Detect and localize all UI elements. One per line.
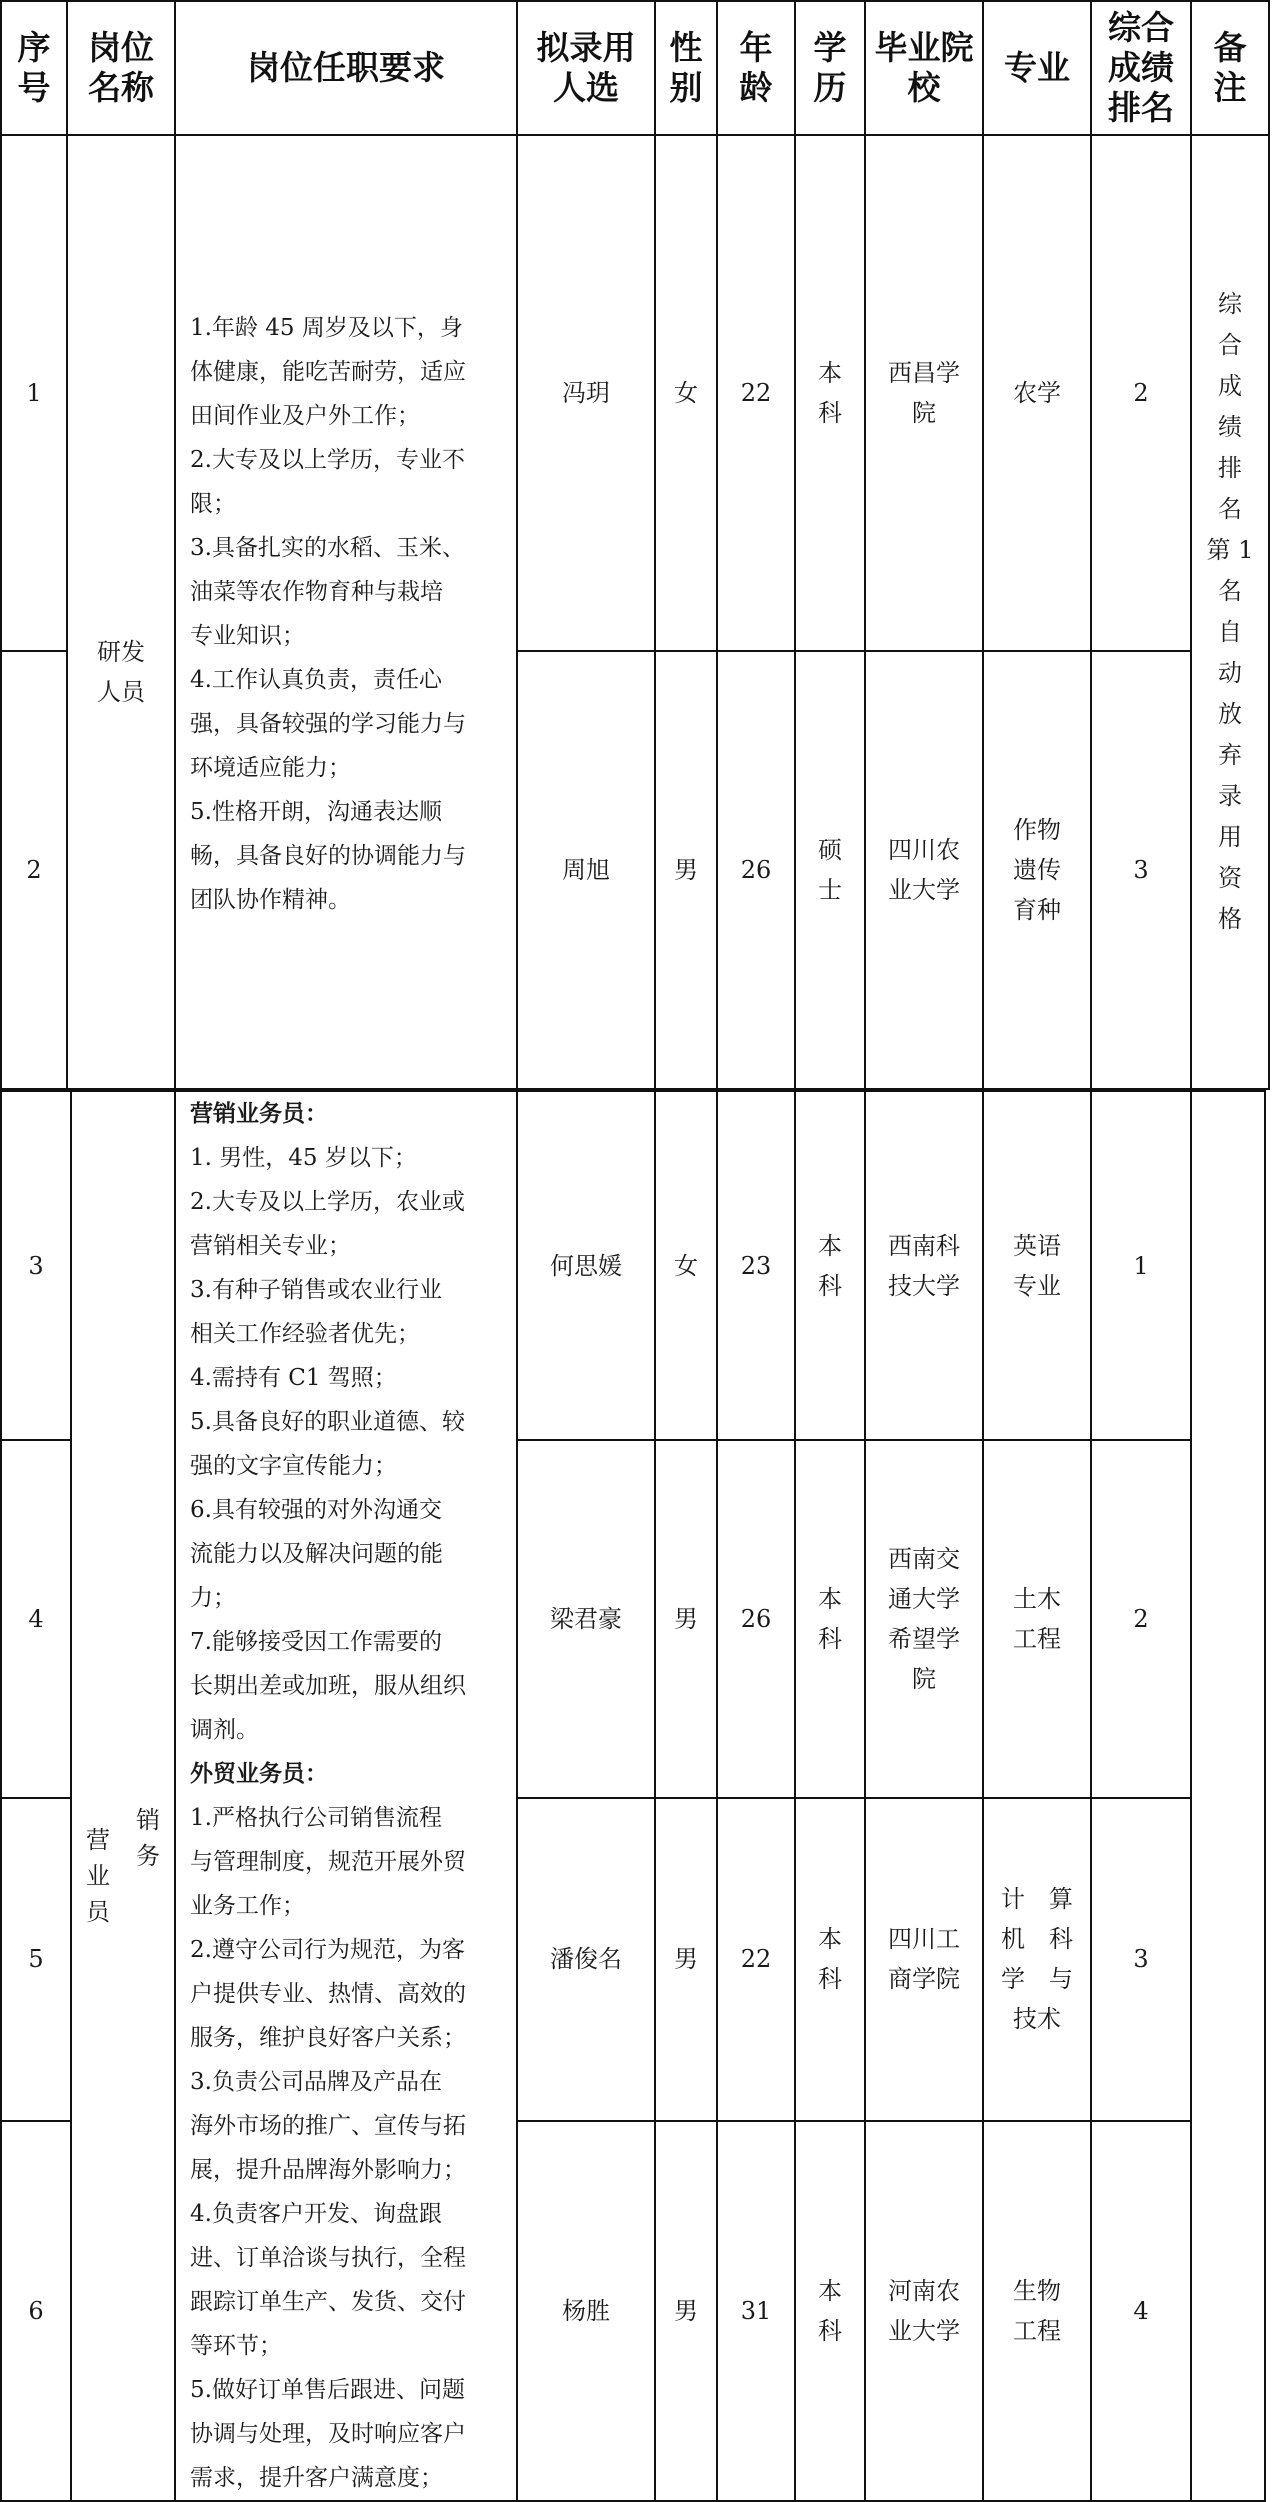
requirement-line: 5.性格开朗，沟通表达顺 xyxy=(190,799,442,825)
seq-cell: 3 xyxy=(1,1091,71,1440)
requirement-line: 力； xyxy=(190,1585,236,1611)
header-major: 专业 xyxy=(983,1,1091,135)
requirement-line: 调剂。 xyxy=(190,1717,259,1743)
requirement-line: 油菜等农作物育种与栽培 xyxy=(190,579,443,605)
remark-char: 动 xyxy=(1218,659,1242,687)
requirement-line: 3.负责公司品牌及产品在 xyxy=(190,2069,442,2095)
header-remark: 备 注 xyxy=(1191,1,1269,135)
recruitment-table-sales xyxy=(0,1090,1266,2502)
requirement-line: 2.大专及以上学历，农业或 xyxy=(190,1189,465,1215)
gender-cell: 女 xyxy=(655,1091,717,1440)
gender-cell: 男 xyxy=(655,2121,717,2501)
post-name-right: 销 务 xyxy=(136,1806,160,1870)
recruitment-table-research xyxy=(0,0,1270,1090)
requirement-line: 海外市场的推广、宣传与拓 xyxy=(190,2113,466,2139)
seq-cell: 2 xyxy=(1,651,67,1089)
school-cell: 西南交 通大学 希望学 院 xyxy=(865,1440,983,1798)
header-seq: 序 号 xyxy=(1,1,67,135)
rank-cell: 3 xyxy=(1091,651,1191,1089)
remark-char: 第 1 xyxy=(1206,536,1254,564)
header-age: 年 龄 xyxy=(717,1,795,135)
school-cell: 西南科 技大学 xyxy=(865,1091,983,1440)
seq-cell: 6 xyxy=(1,2121,71,2501)
major-cell: 土木 工程 xyxy=(983,1440,1091,1798)
age-cell: 23 xyxy=(717,1091,795,1440)
requirement-line: 进、订单洽谈与执行，全程 xyxy=(190,2245,466,2271)
remark-char: 名 xyxy=(1218,577,1242,605)
age-cell: 31 xyxy=(717,2121,795,2501)
requirement-line: 长期出差或加班，服从组织 xyxy=(190,1673,466,1699)
requirement-line: 协调与处理，及时响应客户 xyxy=(190,2421,466,2447)
candidate-name-cell: 梁君豪 xyxy=(517,1440,655,1798)
requirement-line: 2.遵守公司行为规范，为客 xyxy=(190,1937,465,1963)
age-cell: 22 xyxy=(717,1798,795,2121)
header-candidate: 拟录用 人选 xyxy=(517,1,655,135)
table-row xyxy=(1,135,1269,651)
header-education: 学 历 xyxy=(795,1,865,135)
candidate-name-cell: 冯玥 xyxy=(517,135,655,651)
requirements-cell xyxy=(175,1091,517,2501)
requirement-line: 2.大专及以上学历，专业不 xyxy=(190,447,465,473)
requirement-line: 与管理制度，规范开展外贸 xyxy=(190,1849,466,1875)
post-name-left: 营 业 员 xyxy=(86,1826,110,1926)
requirement-line: 户提供专业、热情、高效的 xyxy=(190,1981,466,2007)
header-requirements: 岗位任职要求 xyxy=(175,1,517,135)
gender-cell: 男 xyxy=(655,1798,717,2121)
major-cell: 作物 遗传 育种 xyxy=(983,651,1091,1089)
requirement-line: 营销相关专业； xyxy=(190,1233,351,1259)
major-cell: 计 算 机 科 学 与 技术 xyxy=(983,1798,1091,2121)
remark-cell xyxy=(1191,1091,1265,2501)
education-cell: 本 科 xyxy=(795,1440,865,1798)
rank-cell: 1 xyxy=(1091,1091,1191,1440)
requirement-line: 强，具备较强的学习能力与 xyxy=(190,711,466,737)
rank-cell: 2 xyxy=(1091,135,1191,651)
candidate-name-cell: 潘俊名 xyxy=(517,1798,655,2121)
education-cell: 本 科 xyxy=(795,1091,865,1440)
school-cell: 河南农 业大学 xyxy=(865,2121,983,2501)
requirement-line: 6.具有较强的对外沟通交 xyxy=(190,1497,442,1523)
remark-char: 自 xyxy=(1218,618,1242,646)
remark-char: 综 xyxy=(1218,290,1242,318)
post-name-cell xyxy=(71,1091,175,2501)
requirement-section-heading: 营销业务员： xyxy=(190,1100,328,1127)
requirement-line: 跟踪订单生产、发货、交付 xyxy=(190,2289,466,2315)
seq-cell: 5 xyxy=(1,1798,71,2121)
major-cell: 生物 工程 xyxy=(983,2121,1091,2501)
candidate-name-cell: 何思媛 xyxy=(517,1091,655,1440)
requirement-line: 畅，具备良好的协调能力与 xyxy=(190,843,466,869)
remark-char: 成 xyxy=(1218,372,1242,400)
requirement-line: 专业知识； xyxy=(190,623,305,649)
requirement-line: 业务工作； xyxy=(190,1893,305,1919)
education-cell: 本 科 xyxy=(795,2121,865,2501)
remark-char: 录 xyxy=(1218,782,1242,810)
requirement-line: 田间作业及户外工作； xyxy=(190,403,420,429)
post-name-cell: 研发 人员 xyxy=(67,135,175,1089)
requirement-line: 4.需持有 C1 驾照； xyxy=(190,1365,397,1391)
age-cell: 26 xyxy=(717,1440,795,1798)
requirement-line: 4.负责客户开发、询盘跟 xyxy=(190,2201,442,2227)
requirement-line: 5.做好订单售后跟进、问题 xyxy=(190,2377,465,2403)
seq-cell: 4 xyxy=(1,1440,71,1798)
education-cell: 本 科 xyxy=(795,1798,865,2121)
education-cell: 硕 士 xyxy=(795,651,865,1089)
requirement-line: 4.工作认真负责，责任心 xyxy=(190,667,442,693)
major-cell: 农学 xyxy=(983,135,1091,651)
requirement-line: 流能力以及解决问题的能 xyxy=(190,1541,443,1567)
requirement-line: 1.严格执行公司销售流程 xyxy=(190,1805,442,1831)
rank-cell: 3 xyxy=(1091,1798,1191,2121)
requirement-line: 相关工作经验者优先； xyxy=(190,1321,420,1347)
gender-cell: 女 xyxy=(655,135,717,651)
header-school: 毕业院 校 xyxy=(865,1,983,135)
header-gender: 性 别 xyxy=(655,1,717,135)
remark-char: 资 xyxy=(1218,864,1242,892)
requirement-line: 展，提升品牌海外影响力； xyxy=(190,2157,466,2183)
remark-char: 弃 xyxy=(1218,741,1242,769)
school-cell: 四川工 商学院 xyxy=(865,1798,983,2121)
requirement-line: 服务，维护良好客户关系； xyxy=(190,2025,466,2051)
requirement-line: 团队协作精神。 xyxy=(190,887,351,913)
remark-char: 格 xyxy=(1218,905,1242,933)
requirements-cell xyxy=(175,135,517,1089)
major-cell: 英语 专业 xyxy=(983,1091,1091,1440)
header-rank: 综合 成绩 排名 xyxy=(1091,1,1191,135)
age-cell: 26 xyxy=(717,651,795,1089)
gender-cell: 男 xyxy=(655,1440,717,1798)
remark-cell xyxy=(1191,135,1269,1089)
requirement-line: 7.能够接受因工作需要的 xyxy=(190,1629,442,1655)
remark-char: 放 xyxy=(1218,700,1242,728)
requirement-line: 体健康，能吃苦耐劳，适应 xyxy=(190,359,466,385)
candidate-name-cell: 杨胜 xyxy=(517,2121,655,2501)
rank-cell: 4 xyxy=(1091,2121,1191,2501)
requirement-line: 限； xyxy=(190,491,236,517)
requirement-line: 5.具备良好的职业道德、较 xyxy=(190,1409,465,1435)
requirement-line: 3.具备扎实的水稻、玉米、 xyxy=(190,535,465,561)
remark-char: 合 xyxy=(1218,331,1242,359)
school-cell: 西昌学 院 xyxy=(865,135,983,651)
requirement-line: 1. 男性，45 岁以下； xyxy=(190,1145,417,1171)
requirement-line: 环境适应能力； xyxy=(190,755,351,781)
requirement-line: 强的文字宣传能力； xyxy=(190,1453,397,1479)
gender-cell: 男 xyxy=(655,651,717,1089)
remark-char: 排 xyxy=(1218,454,1242,482)
header-row xyxy=(1,1,1269,135)
requirement-line: 需求，提升客户满意度； xyxy=(190,2465,443,2491)
header-post: 岗位 名称 xyxy=(67,1,175,135)
requirement-line: 等环节； xyxy=(190,2333,282,2359)
education-cell: 本 科 xyxy=(795,135,865,651)
requirement-section-heading: 外贸业务员： xyxy=(190,1760,328,1787)
requirement-line: 1.年龄 45 周岁及以下，身 xyxy=(190,315,463,341)
remark-char: 绩 xyxy=(1218,413,1242,441)
school-cell: 四川农 业大学 xyxy=(865,651,983,1089)
table-row xyxy=(1,1091,1265,1440)
remark-char: 用 xyxy=(1218,823,1242,851)
remark-char: 名 xyxy=(1218,495,1242,523)
candidate-name-cell: 周旭 xyxy=(517,651,655,1089)
requirement-line: 3.有种子销售或农业行业 xyxy=(190,1277,442,1303)
age-cell: 22 xyxy=(717,135,795,651)
rank-cell: 2 xyxy=(1091,1440,1191,1798)
seq-cell: 1 xyxy=(1,135,67,651)
